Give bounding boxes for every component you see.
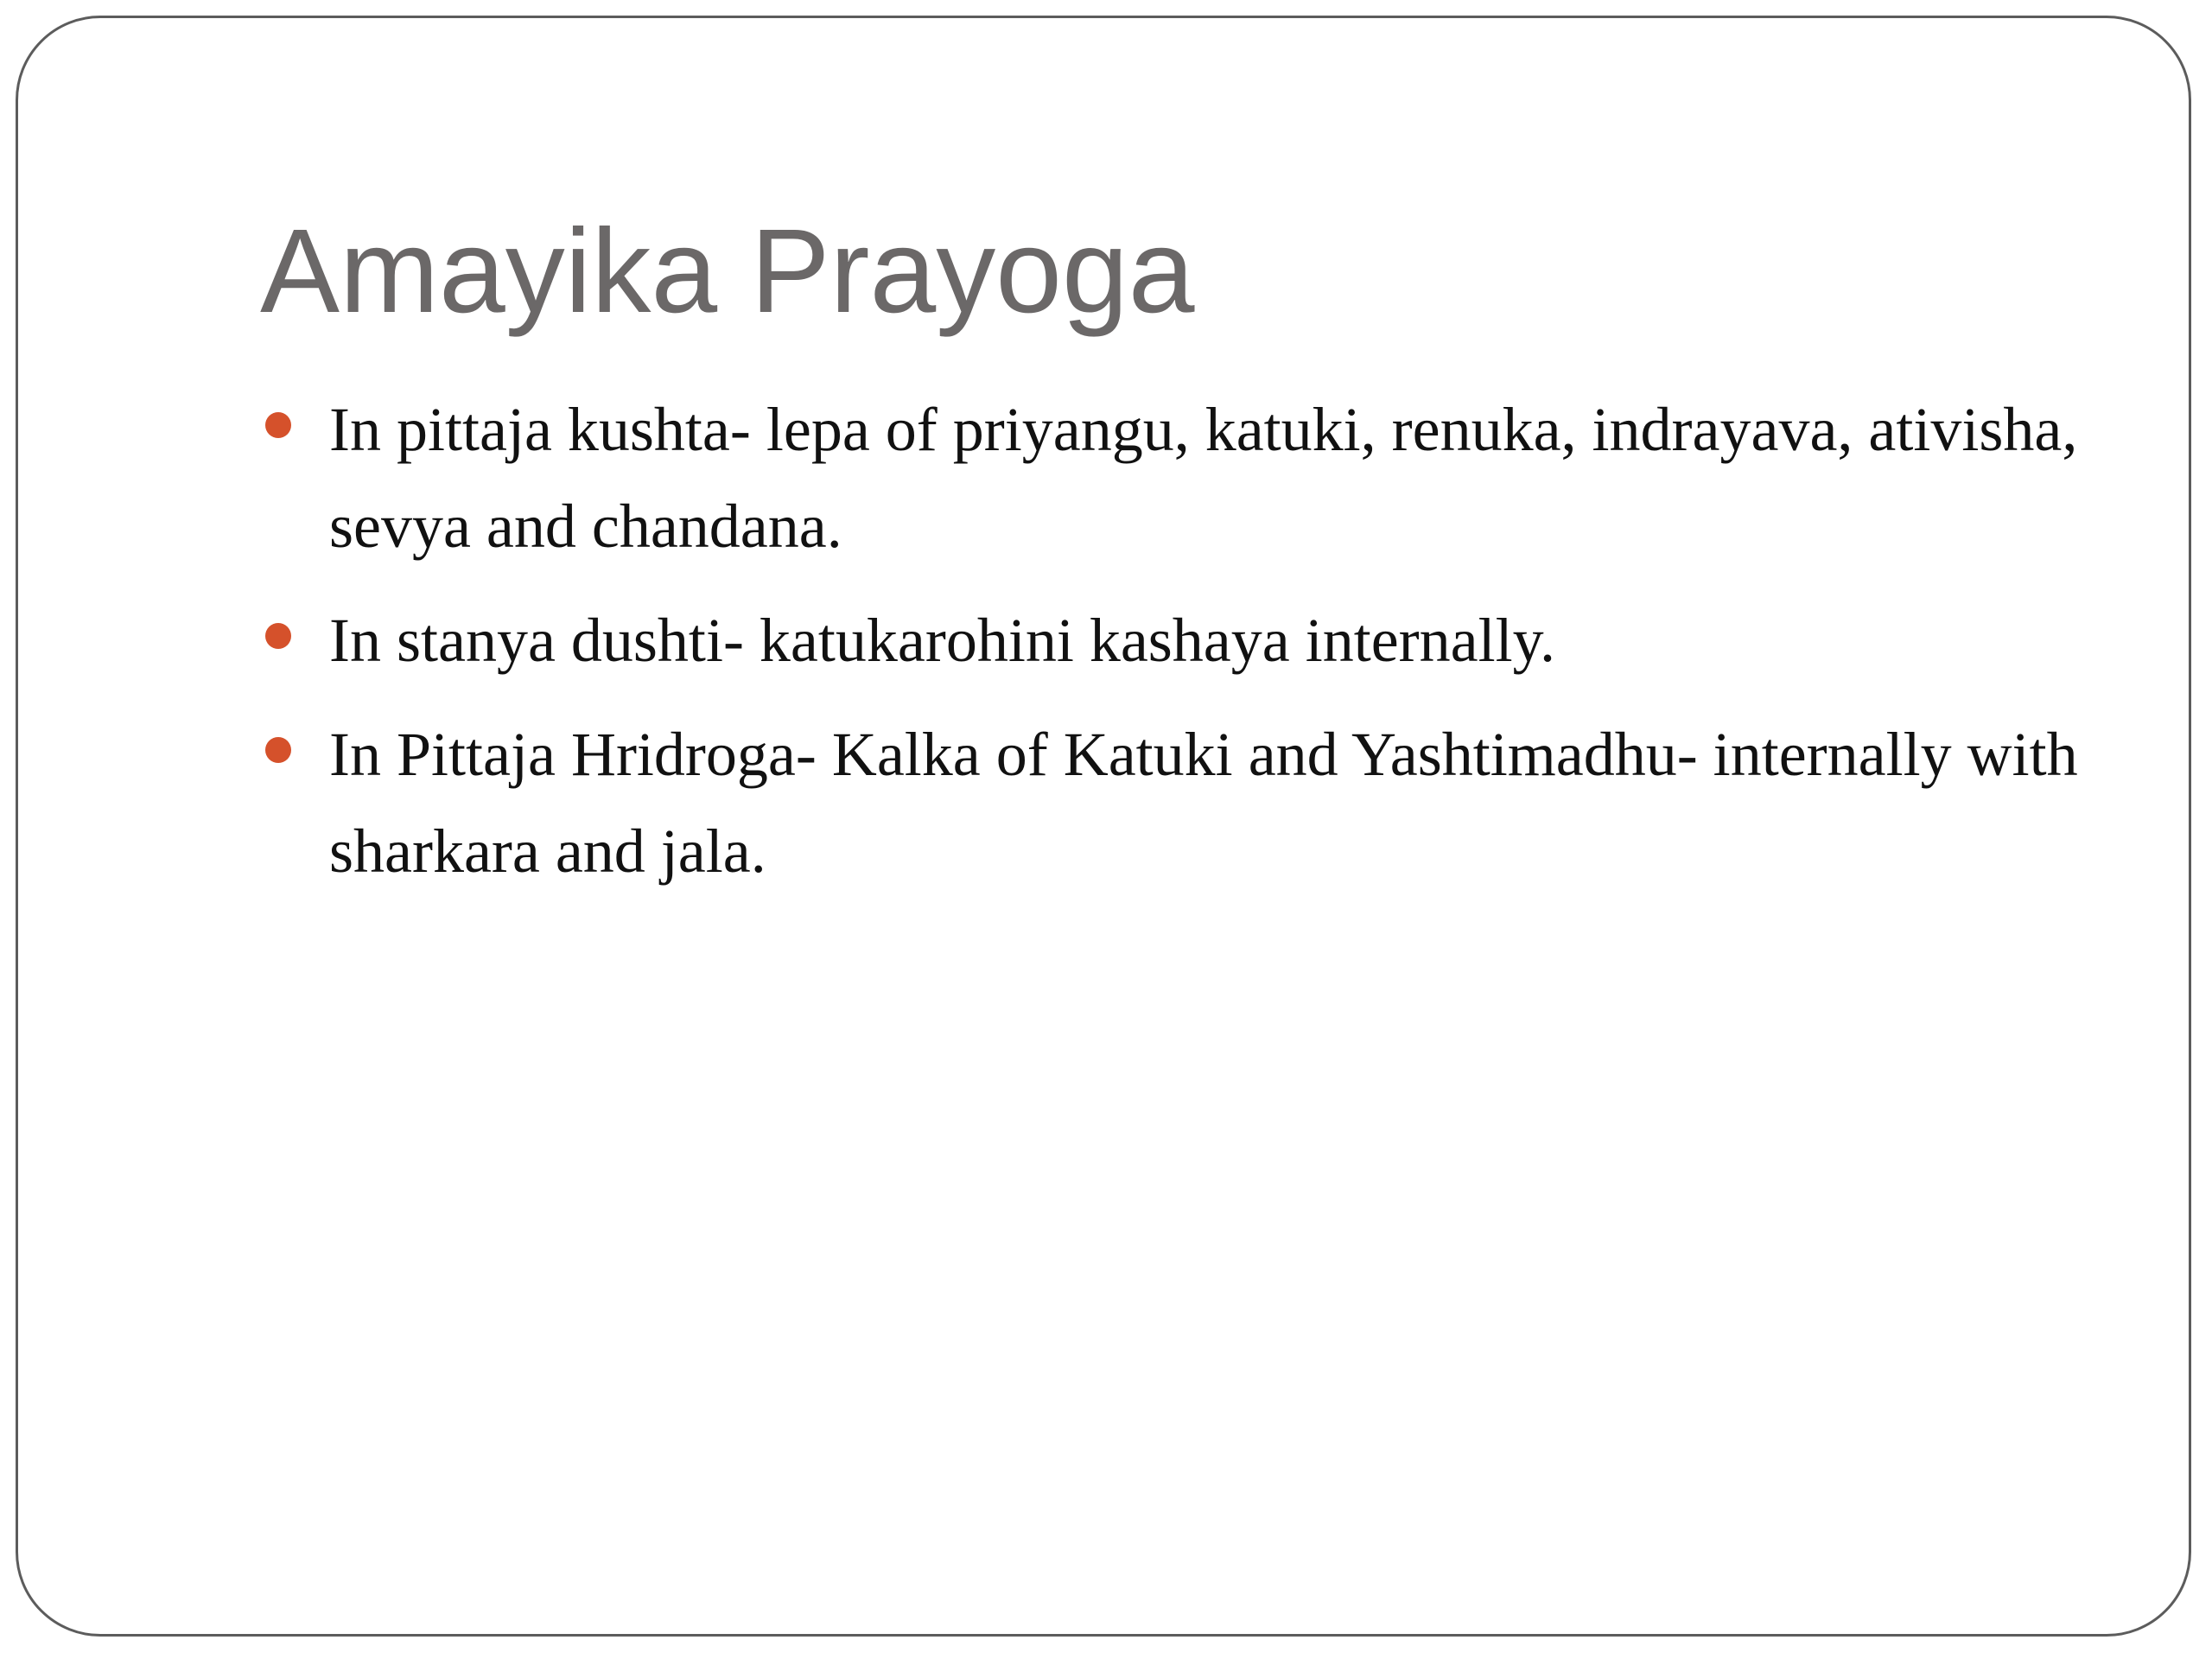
bullet-list [260, 381, 2126, 917]
bullet-text: In pittaja kushta- lepa of priyangu, katuki, renuka, indrayava, ativisha, sevya and chandana. [329, 395, 2078, 561]
bullet-item [260, 706, 2126, 899]
bullet-dot-icon [265, 737, 291, 763]
bullet-dot-icon [265, 412, 291, 438]
bullet-item [260, 381, 2126, 575]
bullet-text: In Pittaja Hridroga- Kalka of Katuki and Yashtimadhu- internally with sharkara and jala. [329, 720, 2078, 886]
slide-title: Amayika Prayoga [260, 205, 1195, 338]
bullet-item [260, 592, 2126, 689]
slide-frame [16, 16, 2191, 1637]
bullet-text: In stanya dushti- katukarohini kashaya internally. [329, 606, 1555, 675]
bullet-dot-icon [265, 623, 291, 649]
